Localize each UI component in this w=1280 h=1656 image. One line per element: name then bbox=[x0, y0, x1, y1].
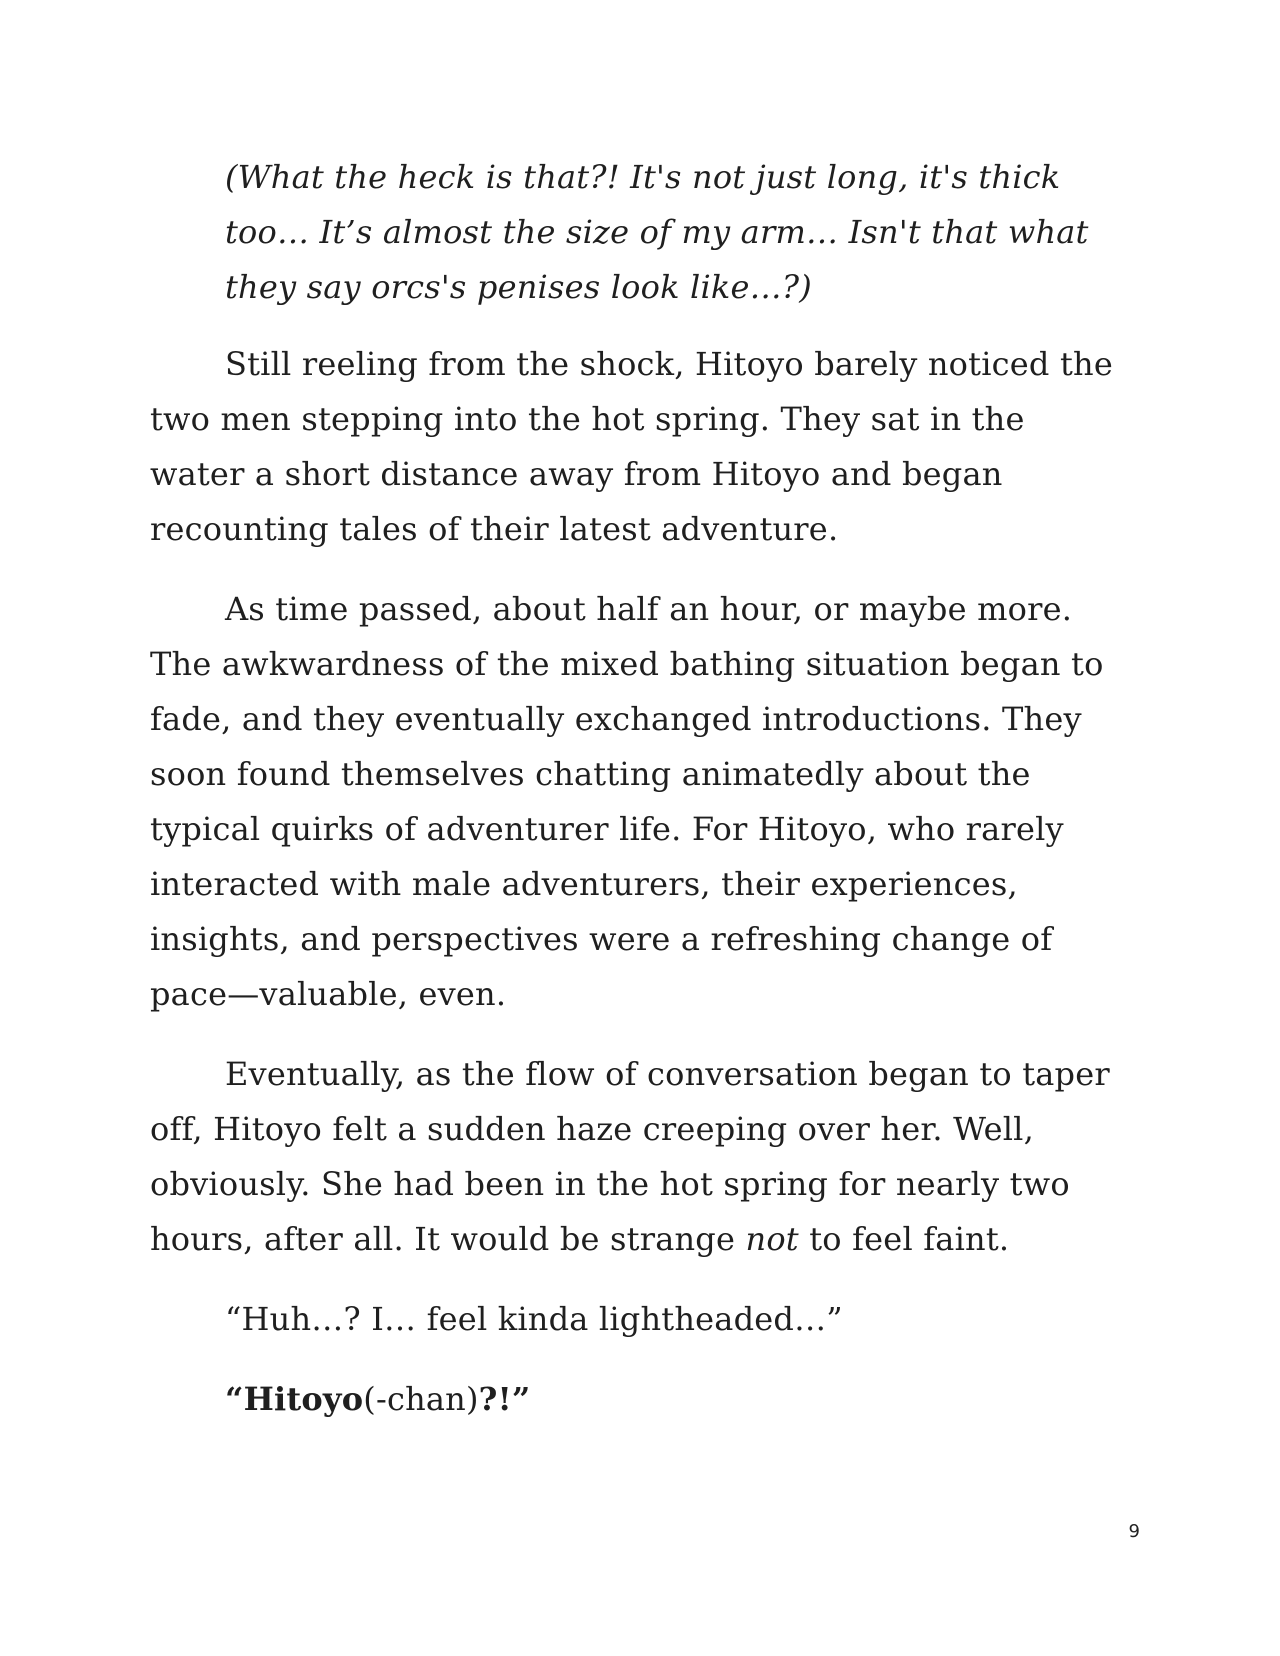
shout-ending: ?!” bbox=[478, 1380, 531, 1418]
paragraph-1: Still reeling from the shock, Hitoyo barely noticed the two men stepping into the hot spring. They sat in the water a short distance away from Hitoyo and began recounting tales of their latest adventure. bbox=[150, 345, 1113, 548]
inner-thought: (What the heck is that?! It's not just long, it's thick too… It’s almost the size of my arm… Isn't that what they say orcs's penises look like…?) bbox=[225, 158, 1089, 306]
open-quote: “ bbox=[225, 1380, 244, 1418]
paragraph-3-end: to feel faint. bbox=[798, 1220, 1010, 1258]
emphasis-not: not bbox=[745, 1220, 799, 1258]
paragraph-3 bbox=[150, 1047, 1125, 1267]
page-number: 9 bbox=[1128, 1521, 1140, 1542]
shout-suffix: (-chan) bbox=[363, 1380, 479, 1418]
dialogue-shout bbox=[150, 1372, 1125, 1427]
dialogue-lightheaded: “Huh…? I… feel kinda lightheaded…” bbox=[225, 1300, 843, 1338]
page-body bbox=[150, 150, 1125, 1452]
paragraph-3-text: Eventually, as the flow of conversation began to taper off, Hitoyo felt a sudden haze creeping over her. Well, obviously. She had been in the hot spring for nearly two hours, after all. It would be strange bbox=[150, 1055, 1110, 1258]
paragraph-2: As time passed, about half an hour, or maybe more. The awkwardness of the mixed bathing situation began to fade, and they eventually exchanged introductions. They soon found themselves chatting animatedly about the typical quirks of adventurer life. For Hitoyo, who rarely interacted with male adventurers, their experiences, insights, and perspectives were a refreshing change of pace—valuable, even. bbox=[150, 590, 1104, 1013]
shout-name: Hitoyo bbox=[243, 1380, 364, 1418]
